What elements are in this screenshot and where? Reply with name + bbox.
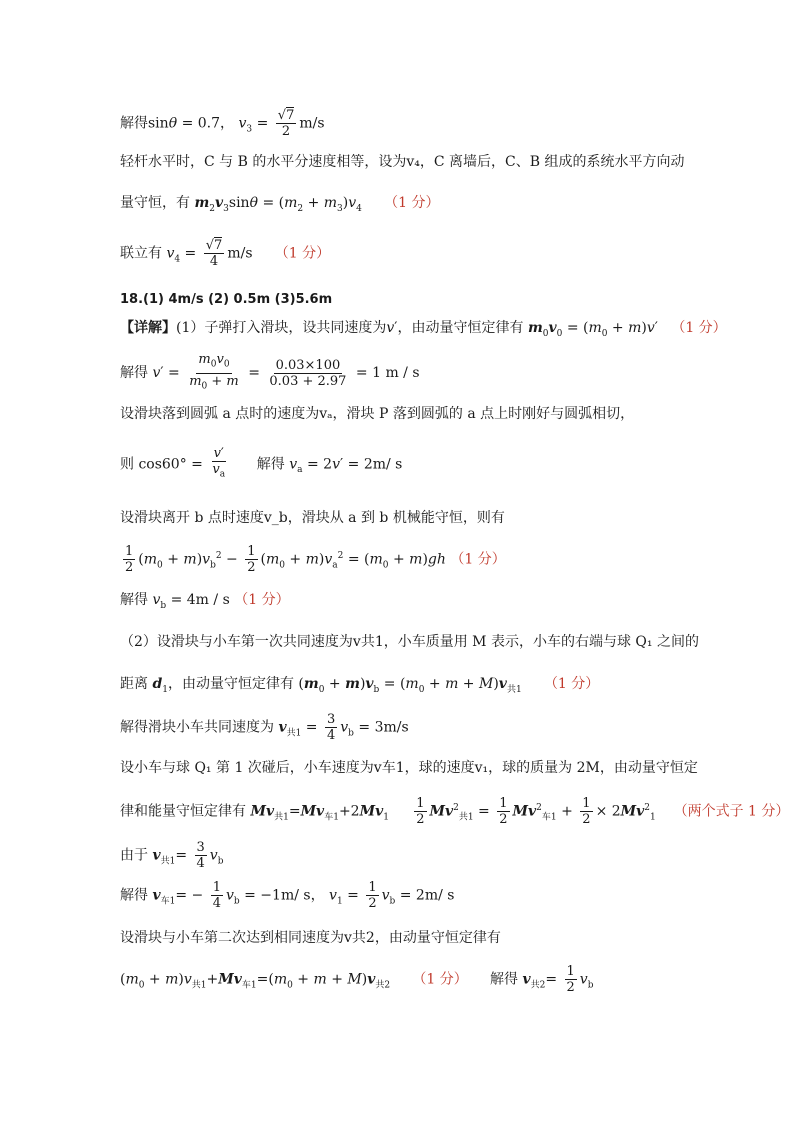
line-second-common: 设滑块与小车第二次达到相同速度为v共2，由动量守恒定律有 — [120, 930, 501, 946]
line-point-a: 设滑块落到圆弧 a 点时的速度为vₐ，滑块 P 落到圆弧的 a 点上时刚好与圆弧相切， — [120, 406, 635, 422]
score-label: （1 分） — [274, 245, 331, 262]
score-label: （1 分） — [384, 195, 440, 211]
line-part2: （2）设滑块与小车第一次共同速度为v共1，小车质量用 M 表示，小车的右端与球 Q₁ 之间的 — [120, 634, 699, 650]
line-cos60: 则 cos60° = $\frac{v'}{v_a}$ 解得 $v_a = 2v' = 2m/$ s — [120, 446, 403, 480]
score-label: （1 分） — [671, 320, 727, 336]
line-solve-vprime: 解得 v′ = $\frac{m_0v_0}{m_0 + m}$ = $\frac{0.03\times 100}{0.03 + 2.97}$ = 1 m / s — [120, 352, 420, 392]
line-solve-vcar: 解得 $v_{车1}=$ − $\frac{1}{4}$ $v_b = -1m/$ s， $v_1$ = $\frac{1}{2}$ $v_b = 2m/$ s — [120, 880, 455, 911]
score-label: （1 分） — [543, 676, 600, 692]
answer-18: 18.(1) 4m/s (2) 0.5m (3)5.6m — [120, 292, 333, 307]
line-solve-sin: 解得sinθ = 0.7， $v_3$ = $\frac{√7}{2}$ m/s — [120, 108, 325, 139]
line-point-b: 设滑块离开 b 点时速度v_b，滑块从 a 到 b 机械能守恒，则有 — [120, 510, 505, 526]
line-detail-1: 【详解】(1）子弹打入滑块，设共同速度为v′，由动量守恒定律有 $m_0v_0 = (m_0 + m)v'$ （1 分） — [120, 320, 727, 339]
line-energy: $\frac{1}{2}$ $(m_0 + m)v_b^2$ − $\frac{1}{2}$ $(m_0 + m)v_a^2 = (m_0 + m)gh$ （1 分） — [125, 544, 506, 575]
line-combine: 联立有 $v_4$ = $\frac{√7}{4}$ m/s （1 分） — [120, 238, 331, 269]
line-collision: 设小车与球 Q₁ 第 1 次碰后，小车速度为v车1，球的速度v₁，球的质量为 2M，由动量守恒定 — [120, 760, 698, 776]
line-momentum-1: 量守恒，有 $m_2v_3\sin\theta = (m_2 + m_3)v_4$ （1 分） — [120, 195, 440, 214]
score-label: （1 分） — [412, 971, 468, 988]
line-conservation: 律和能量守恒定律有 $Mv_{共1}=Mv_{车1}+2Mv_1$ $\frac{1}{2}$ $Mv^2_{共1}$ = $\frac{1}{2}$ $Mv^2_{车1}$ + $\frac{1}{2}$ × $2Mv^2_1$ （两个式子 1 分） — [120, 796, 790, 827]
line-since: 由于 $v_{共1}=$ $\frac{3}{4}$ $v_b$ — [120, 840, 224, 871]
line-momentum-3: $(m_0 + m)v_{共1}+Mv_{车1}=(m_0 + m + M)v_{共2}$ （1 分） 解得 $v_{共2}=$ $\frac{1}{2}$ $v_b$ — [120, 964, 594, 995]
line-momentum-2: 距离 $d_1$，由动量守恒定律有 $(m_0 + m)v_b = (m_0 + m + M)v_{共1}$ （1 分） — [120, 676, 600, 695]
line-common-speed: 解得滑块小车共同速度为 $v_{共1}$ = $\frac{3}{4}$ $v_b = 3m/s$ — [120, 712, 409, 743]
line-horizontal-rod: 轻杆水平时，C 与 B 的水平分速度相等，设为v₄，C 离墙后，C、B 组成的系统水平方向动 — [120, 154, 685, 170]
score-label: （1 分） — [234, 592, 290, 608]
score-label: （1 分） — [450, 551, 506, 568]
line-solve-vb: 解得 $v_b = 4m / s$ （1 分） — [120, 592, 290, 611]
score-label: （两个式子 1 分） — [673, 803, 790, 820]
